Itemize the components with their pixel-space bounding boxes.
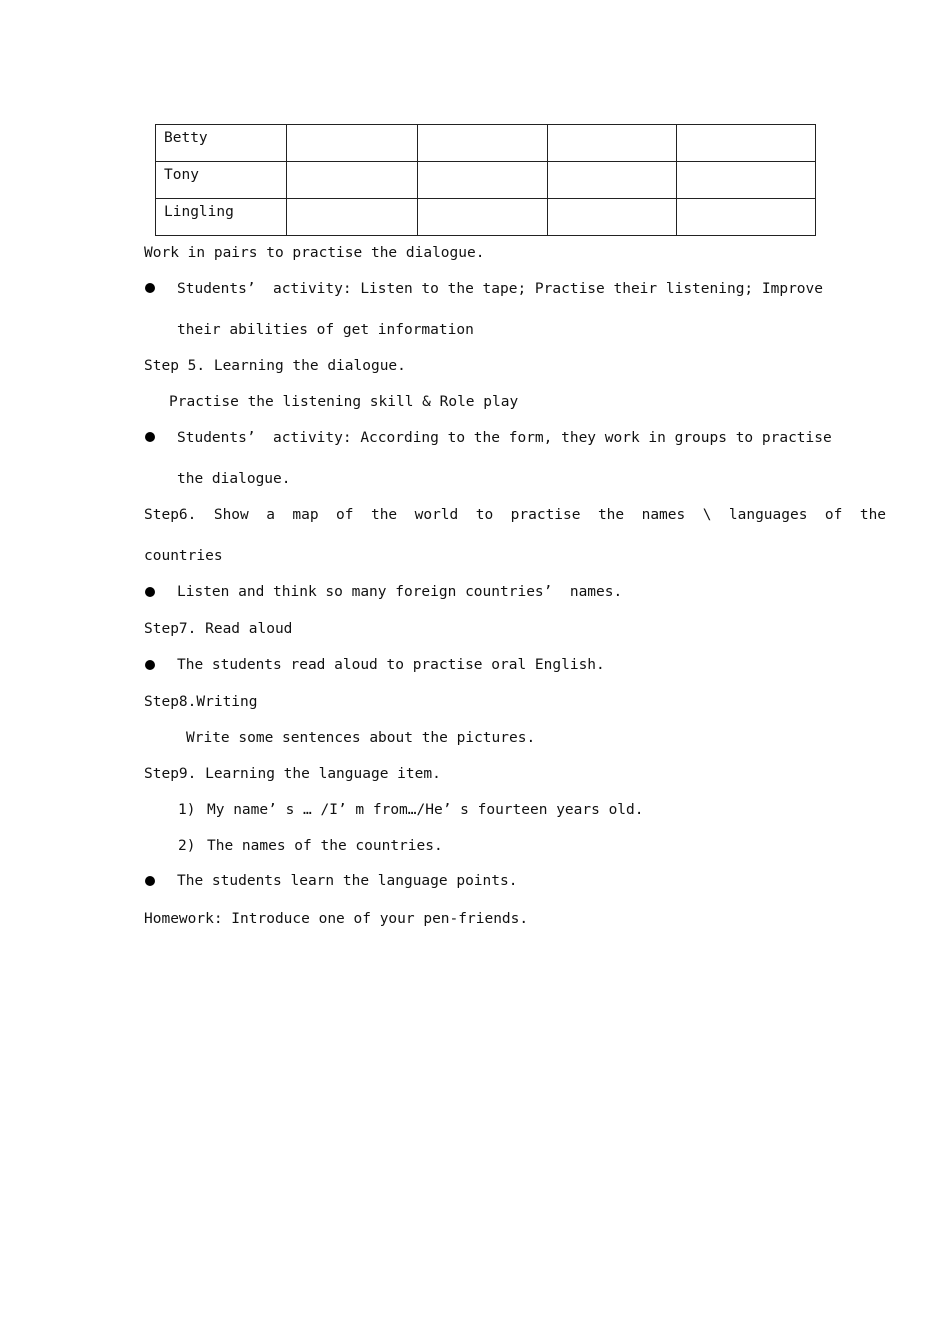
step8-heading: Step8.Writing: [144, 694, 258, 710]
table-cell: [677, 162, 816, 199]
table-row: [156, 125, 816, 162]
table-cell: [677, 125, 816, 162]
list-item: The names of the countries.: [207, 838, 443, 854]
table-cell: [417, 162, 548, 199]
bullet-icon: [145, 660, 155, 670]
step5-heading: Step 5. Learning the dialogue.: [144, 358, 406, 374]
list-item: My name’ s … /I’ m from…/He’ s fourteen years old.: [207, 802, 644, 818]
step6-heading: [144, 505, 887, 525]
bullet-icon: [145, 587, 155, 597]
read-aloud-text: The students read aloud to practise oral English.: [177, 657, 605, 673]
table-cell: [548, 125, 677, 162]
table-cell: [417, 199, 548, 236]
student-info-table: [155, 124, 816, 236]
table-cell: [548, 199, 677, 236]
listen-think-text: Listen and think so many foreign countries’ names.: [177, 584, 623, 600]
table-cell: [677, 199, 816, 236]
step6-heading-content: Step6. Show a map of the world to practise the names \ languages of the: [144, 507, 887, 523]
step9-heading: Step9. Learning the language item.: [144, 766, 441, 782]
language-points-text: The students learn the language points.: [177, 873, 518, 889]
bullet-icon: [145, 283, 155, 293]
activity-text-2: [177, 428, 832, 448]
activity-text-1: [177, 279, 824, 299]
pairs-instruction: Work in pairs to practise the dialogue.: [144, 245, 485, 261]
list-item-number: 1): [178, 802, 196, 818]
list-item-number: 2): [178, 838, 196, 854]
step7-heading: Step7. Read aloud: [144, 621, 293, 637]
table-row: [156, 162, 816, 199]
activity-text-2-content: Students’ activity: According to the form, they work in groups to practise: [177, 430, 832, 446]
activity-text-1-cont: their abilities of get information: [177, 322, 474, 338]
table-cell: [286, 199, 417, 236]
table-cell-name: Betty: [156, 125, 287, 162]
activity-text-2-cont: the dialogue.: [177, 471, 291, 487]
step5-subtext: Practise the listening skill & Role play: [169, 394, 519, 410]
homework-text: Homework: Introduce one of your pen-friends.: [144, 911, 529, 927]
table-cell: [417, 125, 548, 162]
step8-subtext: Write some sentences about the pictures.: [186, 730, 536, 746]
table-cell-name: Tony: [156, 162, 287, 199]
table-row: [156, 199, 816, 236]
table-cell: [286, 125, 417, 162]
table-cell: [286, 162, 417, 199]
table-cell-name: Lingling: [156, 199, 287, 236]
bullet-icon: [145, 432, 155, 442]
bullet-icon: [145, 876, 155, 886]
table-cell: [548, 162, 677, 199]
activity-text-1-content: Students’ activity: Listen to the tape; Practise their listening; Improve: [177, 281, 824, 297]
step6-heading-cont: countries: [144, 548, 223, 564]
